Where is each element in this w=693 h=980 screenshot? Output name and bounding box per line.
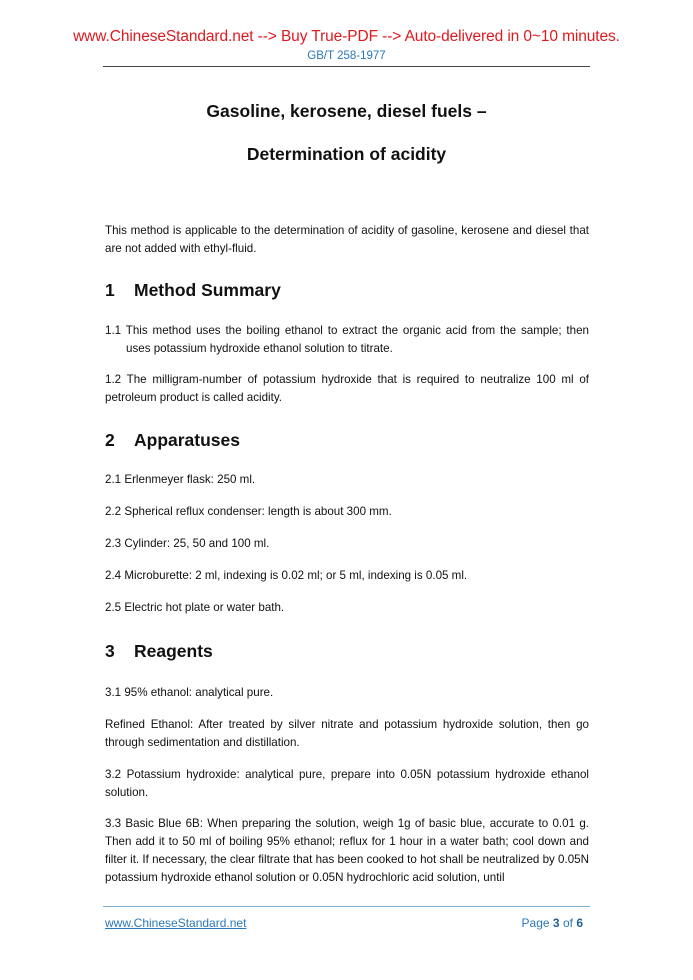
paragraph-2-2: 2.2 Spherical reflux condenser: length is about 300 mm. — [105, 505, 392, 518]
paragraph-3-1: 3.1 95% ethanol: analytical pure. — [105, 686, 274, 699]
intro-paragraph: This method is applicable to the determination of acidity of gasoline, kerosene and diesel that are not added with ethyl-fluid. — [105, 224, 589, 255]
paragraph-1-2: 1.2 The milligram-number of potassium hydroxide that is required to neutralize 100 ml of petroleum product is called acidity. — [105, 373, 589, 404]
paragraph-3-3: 3.3 Basic Blue 6B: When preparing the solution, weigh 1g of basic blue, accurate to 0.01 g. Then add it to 50 ml of boiling 95% ethanol; reflux for 1 hour in a water bath; cool down and filter it. If necessary, the clear filtrate that has been cooked to hot shall be neutralized by 0.05N potassium hydroxide ethanol solution or 0.05N hydrochloric acid solution, until — [105, 817, 589, 884]
section-number: 1 — [105, 280, 115, 300]
standard-code: GB/T 258-1977 — [307, 50, 386, 62]
footer-link[interactable]: www.ChineseStandard.net — [105, 916, 247, 930]
paragraph-2-4: 2.4 Microburette: 2 ml, indexing is 0.02 ml; or 5 ml, indexing is 0.05 ml. — [105, 569, 468, 582]
section-title: Apparatuses — [134, 430, 241, 450]
title-line-2: Determination of acidity — [246, 144, 447, 164]
page-of: of — [562, 916, 573, 930]
section-title: Method Summary — [134, 280, 281, 300]
page-indicator — [522, 916, 583, 930]
paragraph-3-refined: Refined Ethanol: After treated by silver nitrate and potassium hydroxide solution, then go through sedimentation and distillation. — [105, 718, 589, 749]
paragraph-2-1: 2.1 Erlenmeyer flask: 250 ml. — [105, 473, 256, 486]
footer-rule — [103, 906, 590, 907]
paragraph-2-5: 2.5 Electric hot plate or water bath. — [105, 601, 285, 614]
section-heading-2 — [105, 430, 240, 451]
title-line-1: Gasoline, kerosene, diesel fuels – — [206, 101, 487, 121]
page-current: 3 — [552, 916, 560, 930]
section-title: Reagents — [134, 641, 213, 661]
section-number: 3 — [105, 641, 115, 661]
paragraph-1-1: 1.1 This method uses the boiling ethanol to extract the organic acid from the sample; then uses potassium hydroxide ethanol solution to titrate. — [105, 324, 589, 355]
page-total: 6 — [576, 916, 583, 930]
section-heading-1 — [105, 280, 281, 301]
paragraph-2-3: 2.3 Cylinder: 25, 50 and 100 ml. — [105, 537, 270, 550]
paragraph-3-2: 3.2 Potassium hydroxide: analytical pure, prepare into 0.05N potassium hydroxide ethanol solution. — [105, 768, 589, 799]
section-heading-3 — [105, 641, 213, 662]
section-number: 2 — [105, 430, 115, 450]
page-prefix: Page — [521, 916, 550, 930]
top-banner[interactable]: www.ChineseStandard.net --> Buy True-PDF --> Auto-delivered in 0~10 minutes. — [73, 28, 620, 45]
header-rule — [103, 66, 590, 67]
